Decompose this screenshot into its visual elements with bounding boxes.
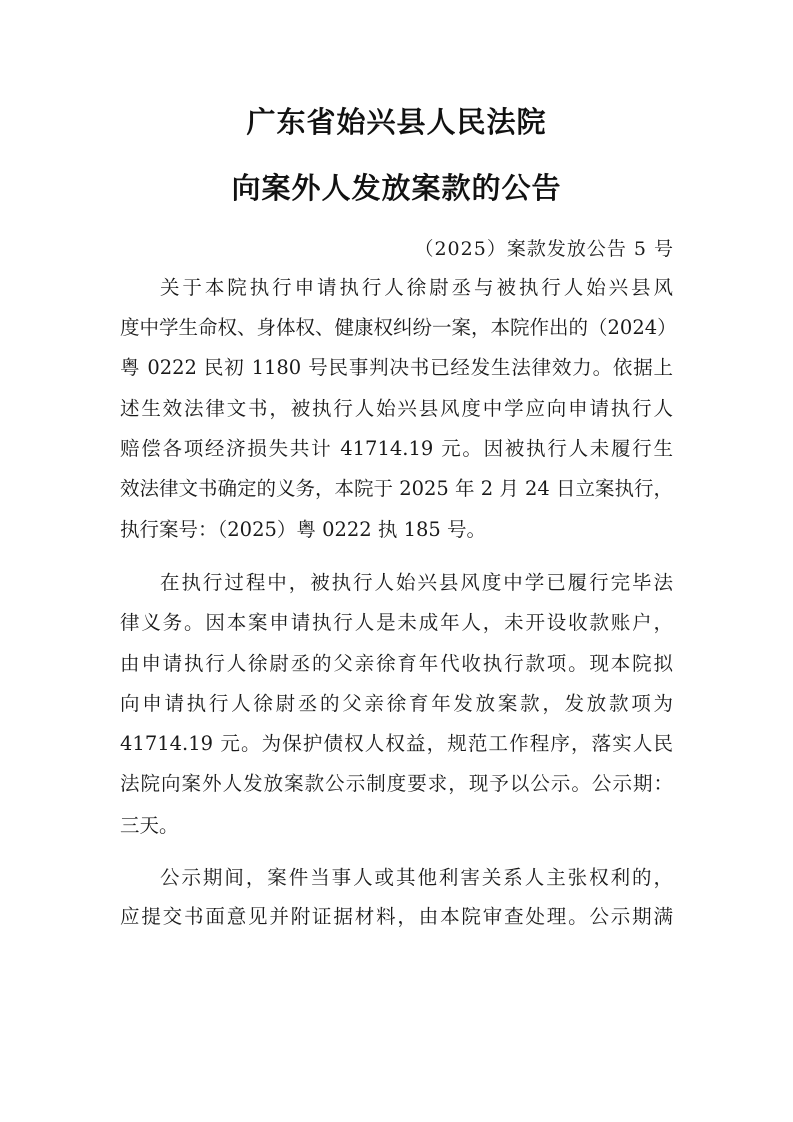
notice-title: 向案外人发放案款的公告 — [231, 171, 562, 205]
document-number: （2025）案款发放公告 5 号 — [414, 238, 674, 260]
paragraph-line: 应提交书面意见并附证据材料，由本院审查处理。公示期满 — [120, 905, 673, 928]
paragraph-line: 关于本院执行申请执行人徐尉丞与被执行人始兴县风 — [160, 276, 673, 299]
paragraph-line: 赔偿各项经济损失共计 41714.19 元。因被执行人未履行生 — [120, 437, 673, 460]
paragraph-line: 效法律文书确定的义务，本院于 2025 年 2 月 24 日立案执行， — [120, 477, 674, 500]
paragraph-line: 执行案号：（2025）粤 0222 执 185 号。 — [120, 518, 487, 541]
paragraph-line: 律义务。因本案申请执行人是未成年人，未开设收款账户， — [120, 611, 673, 634]
paragraph-line: 法院向案外人发放案款公示制度要求，现予以公示。公示期： — [120, 772, 673, 795]
paragraph-line: 公示期间，案件当事人或其他利害关系人主张权利的， — [160, 866, 673, 889]
paragraph-line: 度中学生命权、身体权、健康权纠纷一案，本院作出的（2024） — [120, 316, 677, 339]
paragraph-line: 在执行过程中，被执行人始兴县风度中学已履行完毕法 — [160, 571, 673, 594]
paragraph-line: 三天。 — [120, 814, 179, 837]
paragraph-line: 向申请执行人徐尉丞的父亲徐育年发放案款，发放款项为 — [120, 692, 673, 715]
paragraph-line: 41714.19 元。为保护债权人权益，规范工作程序，落实人民 — [120, 732, 673, 755]
court-title: 广东省始兴县人民法院 — [246, 105, 547, 139]
paragraph-line: 粤 0222 民初 1180 号民事判决书已经发生法律效力。依据上 — [120, 356, 673, 379]
paragraph-line: 述生效法律文书，被执行人始兴县风度中学应向申请执行人 — [120, 397, 673, 420]
paragraph-line: 由申请执行人徐尉丞的父亲徐育年代收执行款项。现本院拟 — [120, 652, 673, 675]
